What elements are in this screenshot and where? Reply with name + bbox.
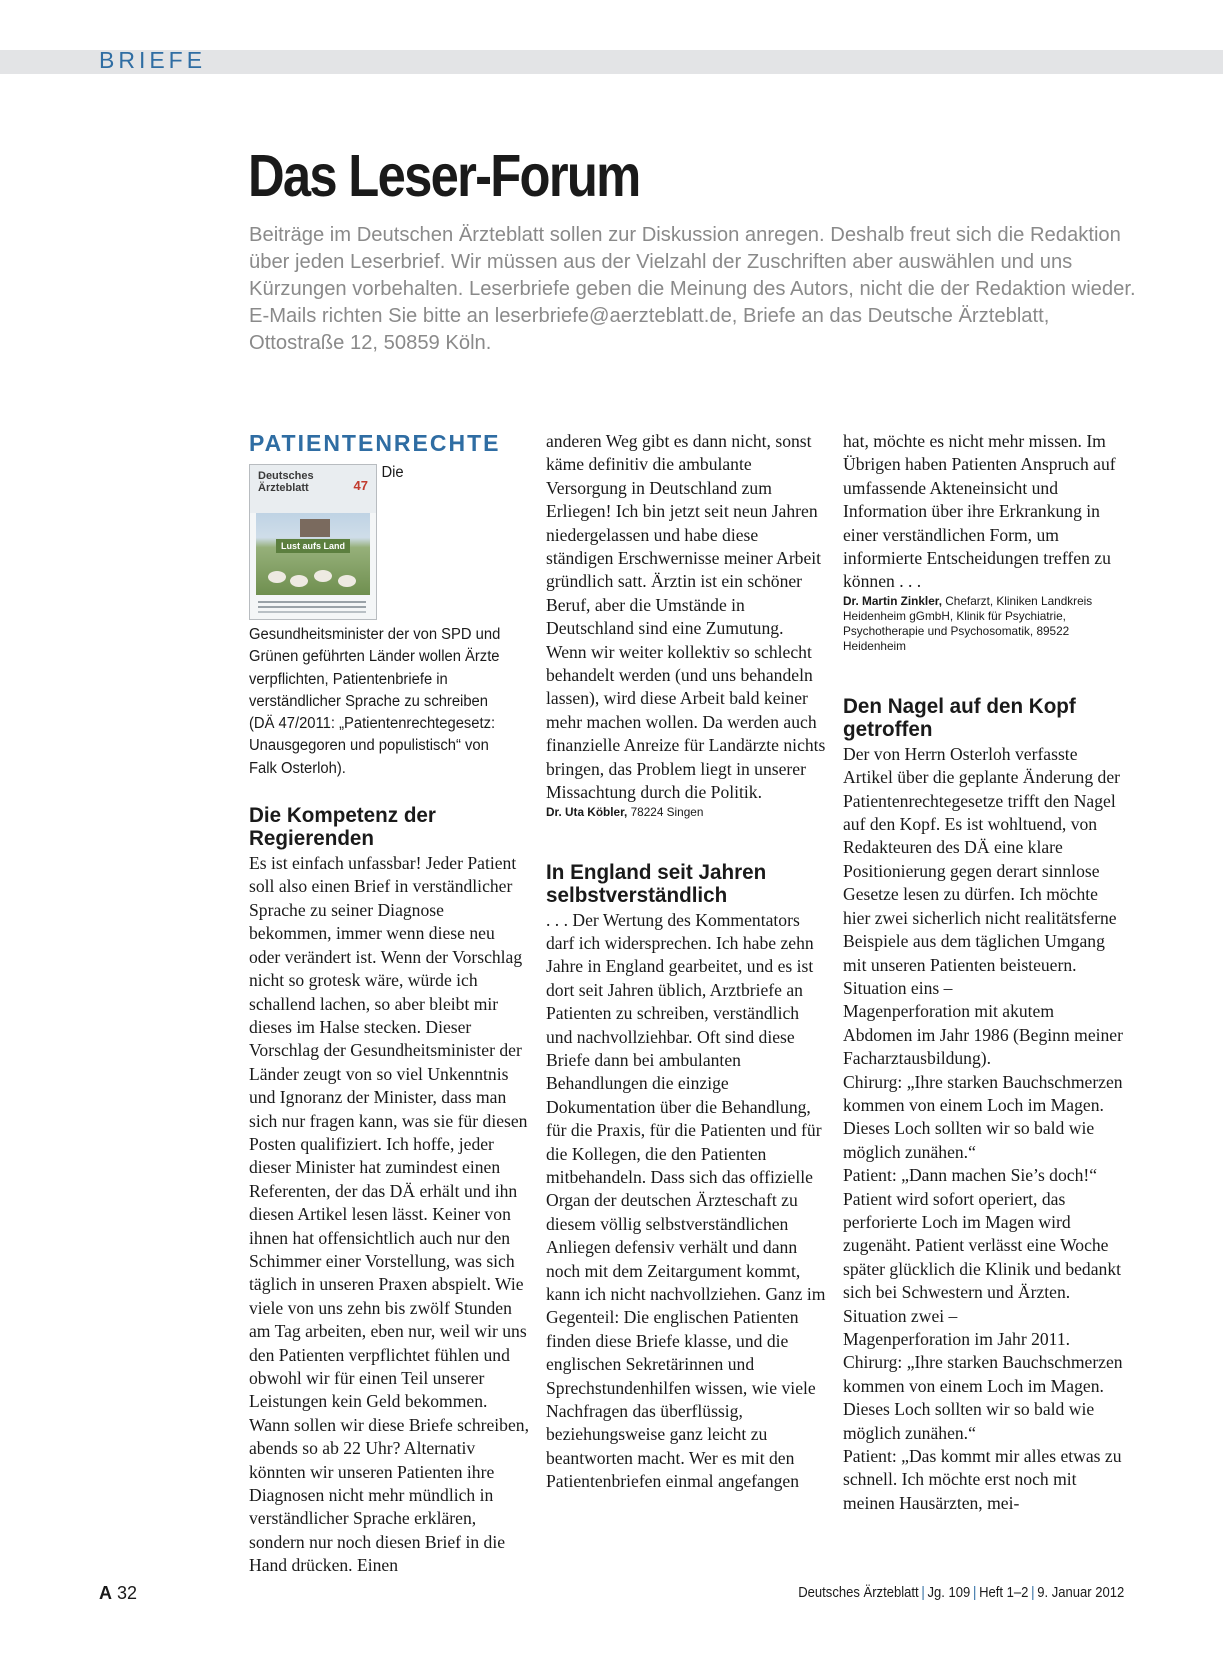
section-label: BRIEFE [99,47,207,73]
author-name: Dr. Uta Köbler, [546,804,628,819]
page-number [99,1583,137,1604]
letter-heading: In England seit Jahren selbstverständlich [546,859,767,907]
letter-heading: Die Kompetenz der Regierenden [249,803,436,851]
letter-body: Es ist einfach unfassbar! Jeder Patient soll also einen Brief in verständlicher Sprache zu seiner Diagnose bekommen, immer wenn diese neu oder verändert ist. Wenn der Vorschlag nicht so grotesk wäre, würde ich schallend lachen, so aber bleibt mir dieses im Halse stecken. Dieser Vorschlag der Gesundheitsminister der Länder zeugt von so viel Unkenntnis und Ignoranz der Minister, dass man sich nur fragen kann, was sie für diesen Posten qualifiziert. Ich hoffe, jeder dieser Minister hat zumindest einen Referenten, der das DÄ erhält und ihn diesen Artikel lesen lässt. Keiner von ihnen hat offensichtlich auch nur den Schimmer einer Vorstellung, was sich täglich in unseren Praxen abspielt. Wie viele von uns zehn bis zwölf Stunden am Tag arbeiten, eben nur, weil wir uns den Patienten verpflichtet fühlen und obwohl wir für einen Teil unserer Leistungen kein Geld bekommen. Wann sollen wir diese Briefe schreiben, abends so ab 22 Uhr? Alternativ könnten wir unseren Patienten ihre Diagnosen nicht mehr mündlich in verständlicher Sprache erklären, sondern nur noch diesen Brief in die Hand drücken. Einen [249,853,529,1576]
journal-date: 9. Januar 2012 [1036,1585,1124,1601]
letter-line: Situation zwei – [843,1305,958,1326]
topic-teaser: Die Gesundheitsminister der von SPD und Grünen geführten Länder wollen Ärzte verpflichten, Patientenbriefe in verständlicher Sprache zu schreiben (DÄ 47/2011: „Patientenrechtegesetz: Unausgegoren und populistisch“ von Falk Osterloh). [249,464,501,777]
page-prefix: A [99,1583,112,1603]
topic-kicker: PATIENTENRECHTE [249,430,501,456]
column-2 [546,430,826,1494]
footer-separator: | [1030,1585,1035,1601]
letter-heading: Den Nagel auf den Kopf getroffen [843,693,1076,741]
letter-line: Chirurg: „Ihre starken Bauchschmerzen kommen von einem Loch im Magen. Dieses Loch sollten wir so bald wie möglich zunähen.“ [843,1071,1123,1162]
author-name: Dr. Martin Zinkler, [843,593,942,608]
letter-signature [843,594,1123,654]
intro-text: Beiträge im Deutschen Ärzteblatt sollen zur Diskussion anregen. Deshalb freut sich die Redaktion über jeden Leserbrief. Wir müssen aus der Vielzahl der Zuschriften aber auswählen und uns Kürzungen vorbehalten. Leserbriefe geben die Meinung des Autors, nicht die der Redaktion wieder. E-Mails richten Sie bitte an leserbriefe@aerzteblatt.de, Briefe an das Deutsche Ärzteblatt, Ottostraße 12, 50859 Köln. [249,224,1136,354]
author-place: Chefarzt, Kliniken Landkreis Heidenheim gGmbH, Klinik für Psychiatrie, Psychotherapie und Psychosomatik, 89522 Heidenheim [843,593,1093,653]
letter-line: Chirurg: „Ihre starken Bauchschmerzen kommen von einem Loch im Magen. Dieses Loch sollten wir so bald wie möglich zunähen.“ [843,1352,1123,1443]
letter-line: Patient wird sofort operiert, das perforierte Loch im Magen wird zugenäht. Patient verlässt eine Woche später glücklich die Klinik und bedankt sich bei Schwestern und Ärzten. [843,1188,1122,1303]
column-3 [843,430,1123,1515]
footer-separator: | [972,1585,977,1601]
journal-issue: Heft 1–2 [978,1585,1029,1601]
letter-line: Magenperforation mit akutem Abdomen im Jahr 1986 (Beginn meiner Facharztausbildung). [843,1001,1123,1069]
cover-tagline: Lust aufs Land [276,539,350,553]
journal-volume: Jg. 109 [927,1585,970,1601]
journal-footer [798,1585,1124,1601]
letter-line: Patient: „Dann machen Sie’s doch!“ [843,1165,1098,1186]
letter-body: hat, möchte es nicht mehr missen. Im Übrigen haben Patienten Anspruch auf umfassende Akteneinsicht und Information über ihre Erkrankung in einer verständlichen Form, um informierte Entscheidungen treffen zu können . . . [843,431,1116,592]
letter-line: Situation eins – [843,977,953,998]
letter-line: Patient: „Das kommt mir alles etwas zu schnell. Ich möchte erst noch mit meinen Hausärzten, mei- [843,1446,1122,1513]
letter-signature [546,805,826,820]
cover-issue-number: 47 [353,478,368,493]
footer-separator: | [921,1585,925,1601]
page-number-value: 32 [117,1583,138,1603]
page-title: Das Leser-Forum [248,143,640,209]
journal-name: Deutsches Ärzteblatt [797,1585,919,1601]
letter-body: . . . Der Wertung des Kommentators darf ich widersprechen. Ich habe zehn Jahre in England gearbeitet, und es ist dort seit Jahren üblich, Arztbriefe an Patienten zu schreiben, verständlich und nachvollziehbar. Oft sind diese Briefe dann bei ambulanten Behandlungen die einzige Dokumentation über die Behandlung, für die Praxis, für die Patienten und für die Kollegen, die den Patienten mitbehandeln. Dass sich das offizielle Organ der deutschen Ärzteschaft zu diesem völlig selbstverständlichen Anliegen defensiv verhält und dann noch mit dem Zeitargument kommt, kann ich nicht nachvollziehen. Ganz im Gegenteil: Die englischen Patienten finden diese Briefe klasse, und die englischen Sekretärinnen und Sprechstundenhilfen wissen, wie viele Nachfragen das überflüssig, beziehungsweise ganz leicht zu beantworten macht. Wer es mit den Patientenbriefen einmal angefangen [546,909,826,1492]
column-1 [249,430,529,1578]
letter-body: anderen Weg gibt es dann nicht, sonst käme definitiv die ambulante Versorgung in Deutschland zum Erliegen! Ich bin jetzt seit neun Jahren niedergelassen und habe diese ständigen Erschwernisse meiner Arbeit gründlich satt. Ärztin ist ein schöner Beruf, aber die Umstände in Deutschland sind eine Zumutung. Wenn wir weiter kollektiv so schlecht behandelt werden (und uns behandeln lassen), wird diese Arbeit bald keiner mehr machen wollen. Da werden auch finanzielle Anreize für Landärzte nichts bringen, das Problem liegt in unserer Missachtung durch die Politik. [546,431,826,803]
cover-brand: Deutsches Ärzteblatt [258,470,314,494]
letter-line: Magenperforation im Jahr 2011. [843,1329,1071,1349]
letter-body: Der von Herrn Osterloh verfasste Artikel über die geplante Änderung der Patientenrechtegesetze trifft den Nagel auf den Kopf. Es ist wohltuend, von Redakteuren des DÄ eine klare Positionierung gegen derart sinnlose Gesetze lesen zu dürfen. Ich möchte hier zwei sicherlich nicht realitätsferne Beispiele aus dem täglichen Umgang mit unseren Patienten beisteuern. [843,743,1120,975]
author-place: 78224 Singen [627,804,704,819]
